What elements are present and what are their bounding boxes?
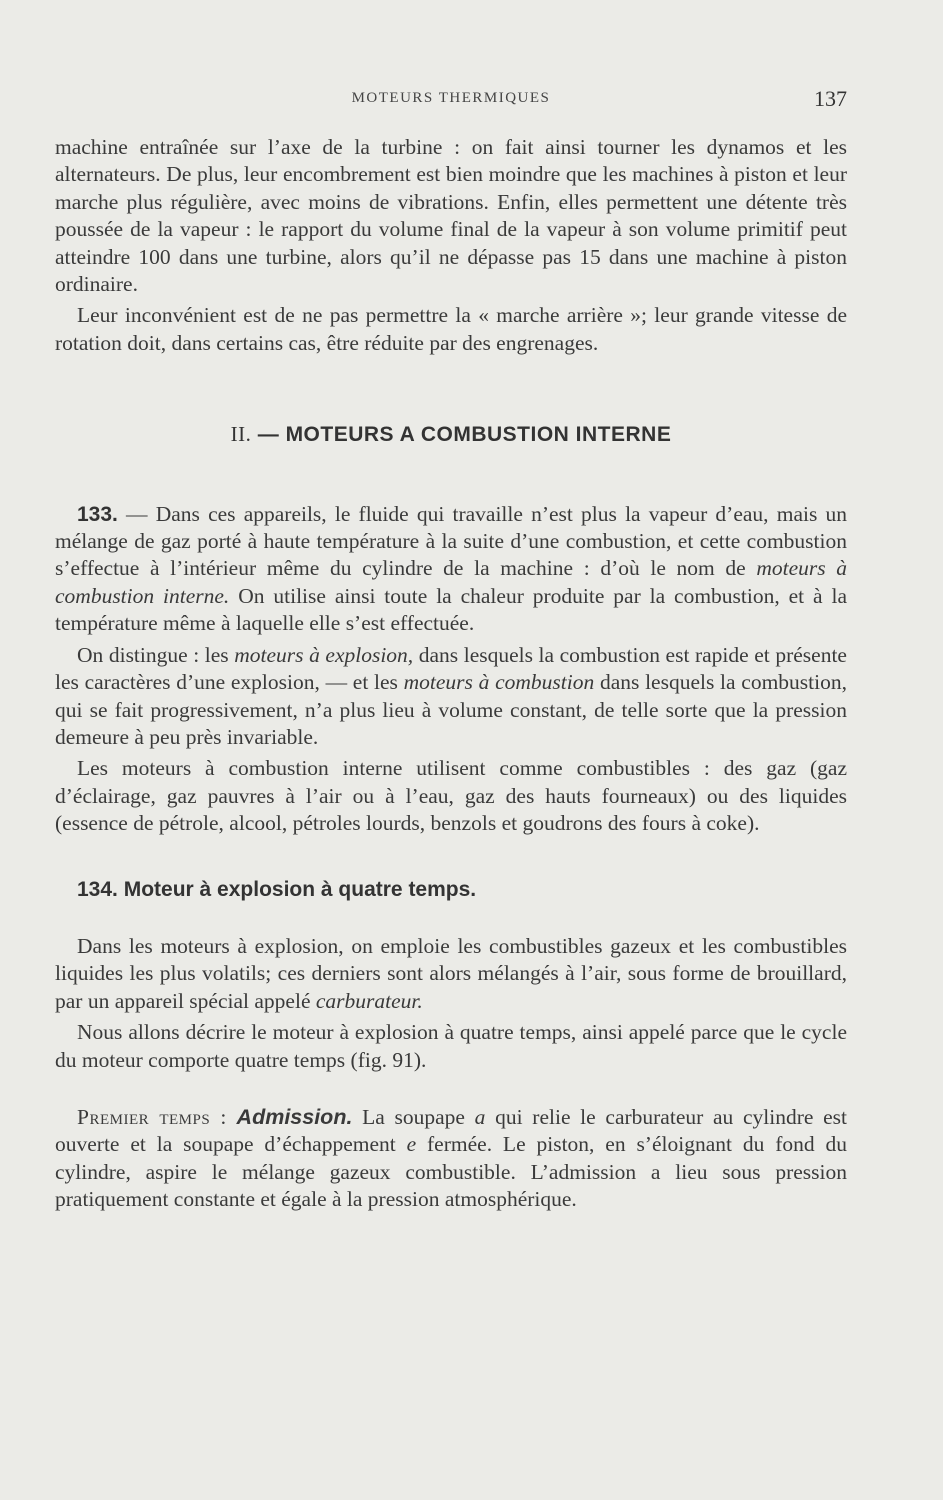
term-combustion-engines: moteurs à combustion <box>403 670 595 695</box>
subsection-134-title: Moteur à explosion à quatre temps. <box>123 877 477 901</box>
paragraph-133-term: moteurs à combustion interne. <box>55 556 847 608</box>
engine-types-text-3: dans lesquels la combustion, qui se fait progressivement, n’a plus lieu à volume constant, de telle sorte que la pression demeure à peu près invariable. <box>55 670 847 749</box>
first-stroke-title: Admission. <box>236 1104 353 1129</box>
subsection-134-heading <box>55 876 847 903</box>
engine-types-text-2: dans lesquels la combustion est rapide et présente les caractères d’une explosion, — et les <box>55 642 847 695</box>
subsection-number-134: 134. <box>77 877 118 901</box>
paragraph-turbine-advantages: machine entraînée sur l’axe de la turbine : on fait ainsi tourner les dynamos et les alternateurs. De plus, leur encombrement est bien moindre que les machines à piston et leur marche plus régulière, avec moins de vibrations. Enfin, elles permettent une détente très poussée de la vapeur : le rapport du volume final de la vapeur à son volume primitif peut atteindre 100 dans une turbine, alors qu’il ne dépasse pas 15 dans une machine à piston ordinaire. <box>55 135 847 297</box>
section-dash: — <box>251 423 286 447</box>
term-carburetor: carburateur. <box>315 988 423 1013</box>
paragraph-carburetor <box>55 933 847 1015</box>
section-heading <box>55 421 847 448</box>
paragraph-133-text-2: On utilise ainsi toute la chaleur produite par la combustion, et à la température même à laquelle elle s’est effectuée. <box>55 583 847 636</box>
paragraph-fuels: Les moteurs à combustion interne utilisent comme combustibles : des gaz (gaz d’éclairage, gaz pauvres à l’air ou à l’eau, gaz des hauts fourneaux) ou des liquides (essence de pétrole, alcool, pétroles lourds, benzols et goudrons des fours à coke). <box>55 756 847 836</box>
paragraph-133 <box>55 501 847 638</box>
paragraph-number-133: 133. <box>77 502 118 526</box>
term-explosion-engines: moteurs à explosion, <box>234 642 414 667</box>
carburetor-text: Dans les moteurs à explosion, on emploie les combustibles gazeux et les combustibles liquides les plus volatils; ces derniers sont alors mélangés à l’air, sous forme de brouillard, par un appareil spécial appelé <box>55 933 847 1013</box>
valve-e-variable: e <box>406 1132 417 1157</box>
running-title: MOTEURS THERMIQUES <box>351 90 551 106</box>
first-stroke-text-2: qui relie le carburateur au cylindre est ouverte et la soupape d’échappement <box>55 1104 847 1157</box>
page-number: 137 <box>814 86 847 111</box>
paragraph-first-stroke <box>55 1104 847 1214</box>
page-header <box>55 86 847 116</box>
first-stroke-label: Premier temps : <box>77 1104 227 1129</box>
valve-a-variable: a <box>474 1104 486 1129</box>
paragraph-turbine-drawback: Leur inconvénient est de ne pas permettre la « marche arrière »; leur grande vitesse de rotation doit, dans certains cas, être réduite par des engrenages. <box>55 303 847 355</box>
section-title: MOTEURS A COMBUSTION INTERNE <box>285 423 672 447</box>
paragraph-four-stroke: Nous allons décrire le moteur à explosion à quatre temps, ainsi appelé parce que le cycle du moteur comporte quatre temps (fig. 91). <box>55 1020 847 1072</box>
section-numeral: II. <box>230 422 252 447</box>
paragraph-133-text-1: — Dans ces appareils, le fluide qui travaille n’est plus la vapeur d’eau, mais un mélange de gaz porté à haute température à la suite d’une combustion, et cette combustion s’effectue à l’intérieur même du cylindre de la machine : d’où le nom de <box>55 501 847 581</box>
first-stroke-text-3: fermée. Le piston, en s’éloignant du fond du cylindre, aspire le mélange gazeux combustible. L’admission a lieu sous pression pratiquement constante et égale à la pression atmosphérique. <box>55 1132 847 1212</box>
engine-types-text-1: On distingue : les <box>77 642 235 667</box>
paragraph-engine-types <box>55 642 847 752</box>
first-stroke-text-1: La soupape <box>352 1104 475 1129</box>
page-body <box>55 134 847 1214</box>
